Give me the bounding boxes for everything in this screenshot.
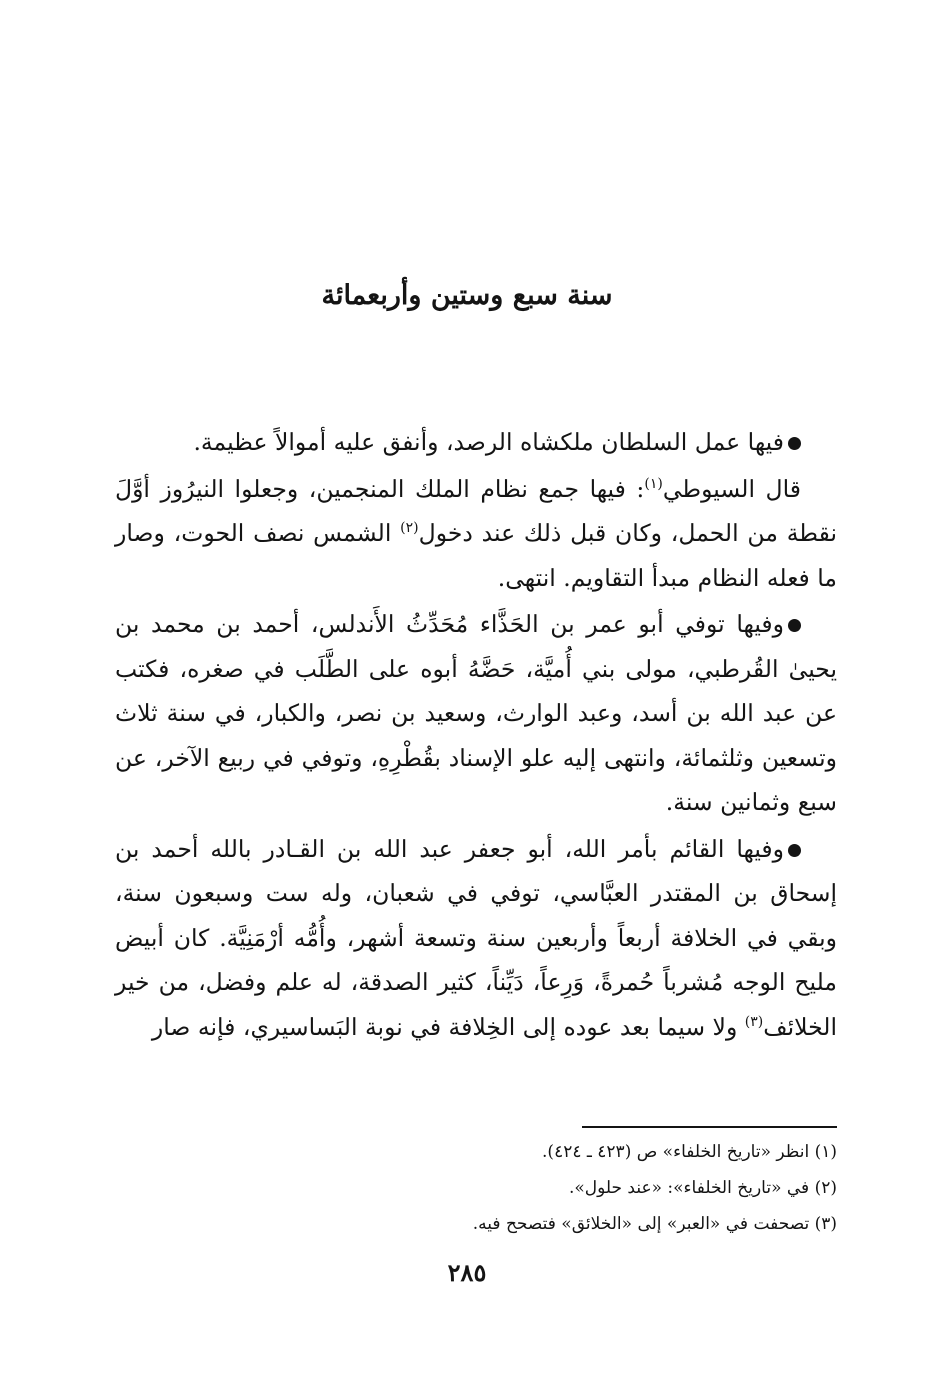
paragraph-4-text-b: ولا سيما بعد عوده إلى الخِلافة في نوبة البَساسيري، فإنه صار xyxy=(151,1012,745,1041)
paragraph-1 xyxy=(115,420,837,465)
main-text xyxy=(115,420,837,1049)
bullet-icon xyxy=(788,437,801,450)
bullet-icon xyxy=(788,844,801,857)
footnote-divider xyxy=(582,1126,837,1128)
bullet-icon xyxy=(788,619,801,632)
footnote-3: (٣) تصحفت في «العبر» إلى «الخلائق» فتصحح فيه. xyxy=(472,1214,837,1234)
paragraph-4-text-a: وفيها القائم بأمر الله، أبو جعفر عبد الله بن القـادر بالله أحمد بن إسحاق بن المقتدر العبَّاسي، توفي في شعبان، وله ست وسبعون سنة، وبقي في الخلافة أربعاً وأربعين سنة وتسعة أشهر، وأُمُّه أرْمَنِيَّة. كان أبيض مليح الوجه مُشرباً حُمرةً، وَرِعاً، دَيِّناً، كثير الصدقة، له علم وفضل، من خير الخلائف xyxy=(115,834,837,1041)
paragraph-2 xyxy=(115,467,837,601)
paragraph-4 xyxy=(115,827,837,1050)
paragraph-2-text-a: : فيها جمع نظام الملك المنجمين، وجعلوا النيرُوز أوَّلَ نقطة من الحمل، وكان قبل ذلك عند دخول xyxy=(115,474,838,547)
footnote-ref-1[interactable]: (١) xyxy=(644,475,663,492)
paragraph-3-text: وفيها توفي أبو عمر بن الحَذَّاء مُحَدِّثُ الأَندلس، أحمد بن محمد بن يحيىٰ القُرطبي، مولى بني أُميَّة، حَضَّهُ أبوه على الطَّلَب في صغره، فكتب عن عبد الله بن أسد، وعبد الوارث، وسعيد بن نصر، والكبار، في سنة ثلاث وتسعين وثلثمائة، وانتهى إليه علو الإسناد بقُطْرِهِ، وتوفي في ربيع الآخر، عن سبع وثمانين سنة. xyxy=(115,610,837,816)
paragraph-1-text: فيها عمل السلطان ملكشاه الرصد، وأنفق عليه أموالاً عظيمة. xyxy=(193,428,784,456)
paragraph-2-lead: قال السيوطي xyxy=(662,474,801,503)
paragraph-3 xyxy=(115,602,837,825)
footnotes xyxy=(237,1134,837,1242)
section-title: سنة سبع وستين وأربعمائة xyxy=(321,280,613,311)
page-number: ٢٨٥ xyxy=(447,1258,487,1287)
footnote-ref-3[interactable]: (٣) xyxy=(744,1013,764,1030)
paragraph-2-text-b: الشمس نصف الحوت، وصار ما فعله النظام مبدأ التقاويم. انتهى. xyxy=(115,519,837,592)
footnote-1: (١) انظر «تاريخ الخلفاء» ص (٤٢٣ ـ ٤٢٤). xyxy=(542,1142,837,1162)
footnote-ref-2[interactable]: (٢) xyxy=(400,520,419,537)
footnote-2: (٢) في «تاريخ الخلفاء»: «عند حلول». xyxy=(568,1178,837,1198)
